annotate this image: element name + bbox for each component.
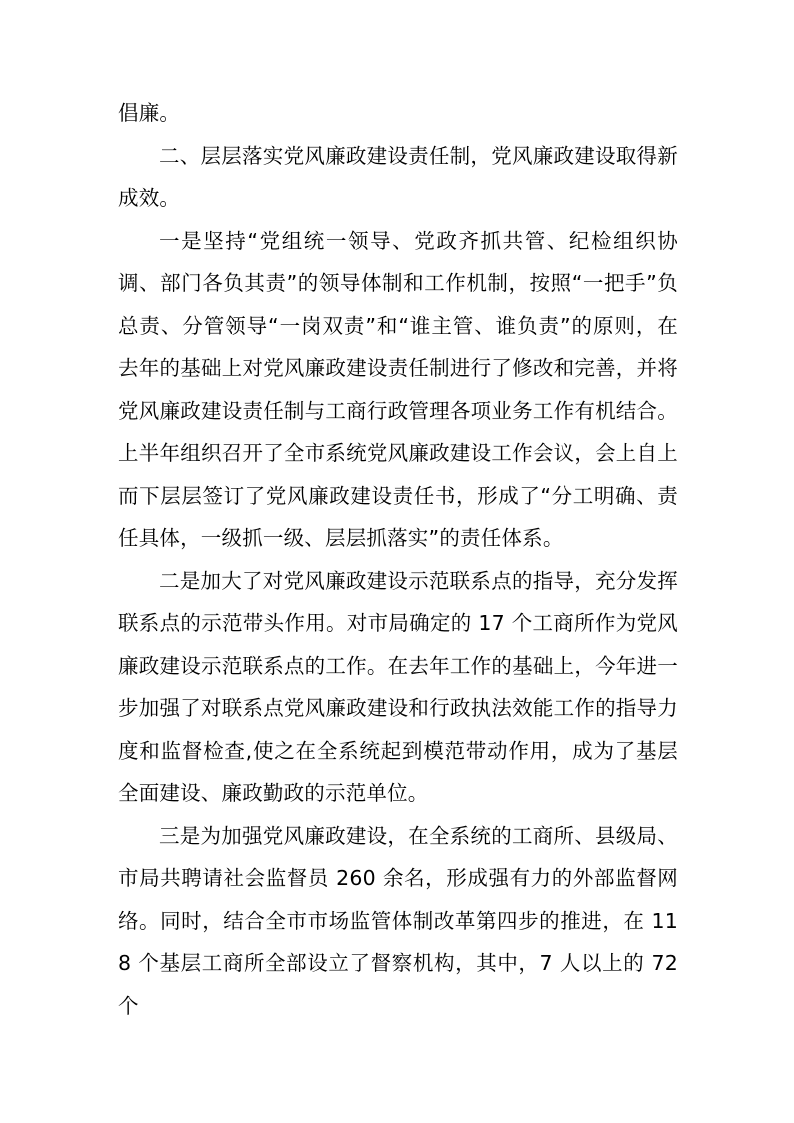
document-body xyxy=(118,92,678,1027)
paragraph-point-three: 三是为加强党风廉政建设，在全系统的工商所、县级局、市局共聘请社会监督员 260 余名，形成强有力的外部监督网络。同时，结合全市市场监管体制改革第四步的推进，在 118 个基层工商所全部设立了督察机构，其中，7 人以上的 72 个 xyxy=(118,823,678,1018)
section-heading-two: 二、层层落实党风廉政建设责任制，党风廉政建设取得新成效。 xyxy=(118,143,678,210)
paragraph-point-two: 二是加大了对党风廉政建设示范联系点的指导，充分发挥联系点的示范带头作用。对市局确定的 17 个工商所作为党风廉政建设示范联系点的工作。在去年工作的基础上，今年进一步加强了对联系点党风廉政建设和行政执法效能工作的指导力度和监督检查,使之在全系统起到模范带动作用，成为了基层全面建设、廉政勤政的示范单位。 xyxy=(118,568,678,805)
paragraph-point-one: 一是坚持“党组统一领导、党政齐抓共管、纪检组织协调、部门各负其责”的领导体制和工作机制，按照“一把手”负总责、分管领导“一岗双责”和“谁主管、谁负责”的原则，在去年的基础上对党风廉政建设责任制进行了修改和完善，并将党风廉政建设责任制与工商行政管理各项业务工作有机结合。上半年组织召开了全市系统党风廉政建设工作会议，会上自上而下层层签订了党风廉政建设责任书，形成了“分工明确、责任具体，一级抓一级、层层抓落实”的责任体系。 xyxy=(118,228,678,550)
paragraph-continuation: 倡廉。 xyxy=(118,101,181,125)
